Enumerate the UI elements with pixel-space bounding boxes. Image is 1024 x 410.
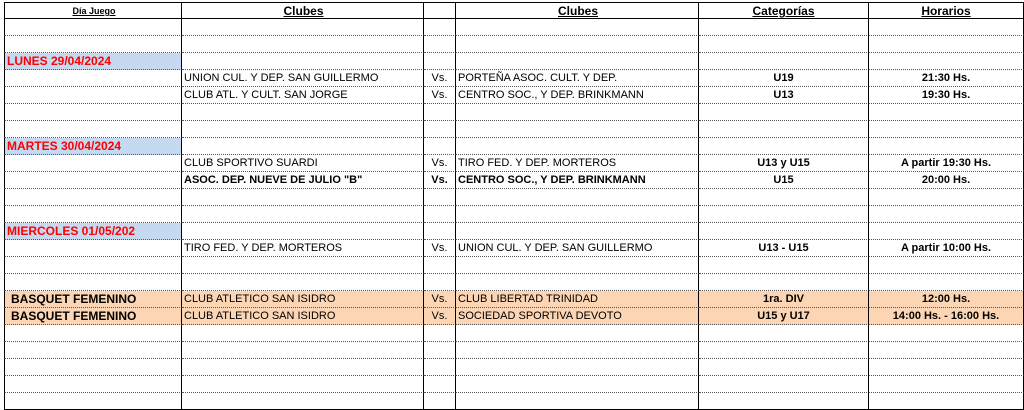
empty-row	[4, 325, 1024, 342]
cell-category	[699, 393, 869, 410]
cell-home-club: UNION CUL. Y DEP. SAN GUILLERMO	[182, 70, 424, 87]
cell-time	[869, 274, 1024, 291]
cell-time	[869, 189, 1024, 206]
cell-time	[869, 121, 1024, 138]
cell-away-club	[456, 359, 699, 376]
cell-away-club	[456, 36, 699, 53]
cell-away-club: CLUB LIBERTAD TRINIDAD	[456, 291, 699, 308]
match-row	[4, 87, 1024, 104]
cell-day	[4, 121, 182, 138]
cell-category	[699, 359, 869, 376]
cell-category	[699, 189, 869, 206]
day-row	[4, 53, 1024, 70]
cell-vs	[424, 342, 456, 359]
cell-vs	[424, 274, 456, 291]
cell-away-club	[456, 376, 699, 393]
cell-vs	[424, 257, 456, 274]
cell-category	[699, 257, 869, 274]
cell-vs	[424, 223, 456, 240]
cell-away-club	[456, 393, 699, 410]
match-row	[4, 155, 1024, 172]
cell-away-club	[456, 257, 699, 274]
cell-day	[4, 393, 182, 410]
match-row	[4, 240, 1024, 257]
cell-category: U15	[699, 172, 869, 189]
cell-day	[4, 274, 182, 291]
cell-away-club	[456, 223, 699, 240]
cell-time	[869, 393, 1024, 410]
cell-day	[4, 206, 182, 223]
cell-time	[869, 53, 1024, 70]
cell-home-club	[182, 376, 424, 393]
cell-away-club	[456, 325, 699, 342]
cell-day: MIERCOLES 01/05/202	[4, 223, 182, 240]
cell-home-club	[182, 223, 424, 240]
cell-day	[4, 19, 182, 36]
cell-day	[4, 325, 182, 342]
empty-row	[4, 206, 1024, 223]
cell-day	[4, 342, 182, 359]
cell-time	[869, 223, 1024, 240]
cell-category: U13 y U15	[699, 155, 869, 172]
cell-vs	[424, 104, 456, 121]
cell-home-club	[182, 36, 424, 53]
cell-away-club	[456, 274, 699, 291]
day-row	[4, 223, 1024, 240]
cell-home-club	[182, 325, 424, 342]
cell-day	[4, 359, 182, 376]
empty-row	[4, 257, 1024, 274]
cell-away-club: PORTEÑA ASOC. CULT. Y DEP.	[456, 70, 699, 87]
cell-home-club	[182, 104, 424, 121]
cell-home-club	[182, 257, 424, 274]
cell-away-club	[456, 104, 699, 121]
cell-time	[869, 104, 1024, 121]
cell-away-club	[456, 189, 699, 206]
cell-day	[4, 36, 182, 53]
cell-vs	[424, 138, 456, 155]
cell-vs: Vs.	[424, 172, 456, 189]
cell-time: 19:30 Hs.	[869, 87, 1024, 104]
header-clubs-home: Clubes	[182, 2, 424, 19]
cell-home-club	[182, 53, 424, 70]
cell-home-club	[182, 121, 424, 138]
cell-day	[4, 87, 182, 104]
match-row	[4, 172, 1024, 189]
cell-category	[699, 376, 869, 393]
cell-day	[4, 189, 182, 206]
cell-vs	[424, 189, 456, 206]
cell-category	[699, 223, 869, 240]
cell-category	[699, 121, 869, 138]
cell-vs	[424, 376, 456, 393]
empty-row	[4, 359, 1024, 376]
cell-vs: Vs.	[424, 308, 456, 325]
cell-day	[4, 172, 182, 189]
header-row	[4, 2, 1024, 19]
cell-time	[869, 19, 1024, 36]
cell-away-club: SOCIEDAD SPORTIVA DEVOTO	[456, 308, 699, 325]
empty-row	[4, 189, 1024, 206]
cell-home-club: TIRO FED. Y DEP. MORTEROS	[182, 240, 424, 257]
cell-home-club: CLUB ATL. Y CULT. SAN JORGE	[182, 87, 424, 104]
header-categories: Categorías	[699, 2, 869, 19]
cell-time: A partir 10:00 Hs.	[869, 240, 1024, 257]
cell-away-club	[456, 342, 699, 359]
cell-category	[699, 274, 869, 291]
cell-time	[869, 376, 1024, 393]
cell-category	[699, 36, 869, 53]
cell-away-club	[456, 53, 699, 70]
cell-vs: Vs.	[424, 240, 456, 257]
cell-time: 20:00 Hs.	[869, 172, 1024, 189]
cell-day	[4, 70, 182, 87]
cell-category: U13 - U15	[699, 240, 869, 257]
cell-day: BASQUET FEMENINO	[4, 308, 182, 325]
empty-row	[4, 104, 1024, 121]
cell-time	[869, 206, 1024, 223]
cell-time: A partir 19:30 Hs.	[869, 155, 1024, 172]
cell-home-club	[182, 342, 424, 359]
cell-time	[869, 138, 1024, 155]
empty-row	[4, 376, 1024, 393]
cell-home-club: ASOC. DEP. NUEVE DE JULIO "B"	[182, 172, 424, 189]
header-times: Horarios	[869, 2, 1024, 19]
cell-day	[4, 376, 182, 393]
empty-row	[4, 121, 1024, 138]
cell-home-club	[182, 393, 424, 410]
cell-home-club	[182, 138, 424, 155]
cell-category	[699, 138, 869, 155]
cell-day	[4, 257, 182, 274]
cell-time	[869, 359, 1024, 376]
cell-day	[4, 240, 182, 257]
cell-away-club: UNION CUL. Y DEP. SAN GUILLERMO	[456, 240, 699, 257]
cell-category	[699, 53, 869, 70]
cell-vs	[424, 36, 456, 53]
cell-vs: Vs.	[424, 155, 456, 172]
cell-vs	[424, 359, 456, 376]
day-row	[4, 138, 1024, 155]
empty-row	[4, 393, 1024, 410]
cell-home-club	[182, 274, 424, 291]
header-vs-spacer	[424, 2, 456, 19]
cell-away-club	[456, 206, 699, 223]
cell-vs	[424, 393, 456, 410]
cell-away-club: CENTRO SOC., Y DEP. BRINKMANN	[456, 172, 699, 189]
cell-away-club: TIRO FED. Y DEP. MORTEROS	[456, 155, 699, 172]
cell-away-club	[456, 138, 699, 155]
cell-category	[699, 104, 869, 121]
cell-away-club: CENTRO SOC., Y DEP. BRINKMANN	[456, 87, 699, 104]
cell-vs: Vs.	[424, 70, 456, 87]
cell-day: BASQUET FEMENINO	[4, 291, 182, 308]
cell-time	[869, 36, 1024, 53]
cell-category: U19	[699, 70, 869, 87]
cell-category	[699, 342, 869, 359]
cell-day: MARTES 30/04/2024	[4, 138, 182, 155]
cell-time	[869, 342, 1024, 359]
empty-row	[4, 274, 1024, 291]
cell-home-club: CLUB ATLETICO SAN ISIDRO	[182, 308, 424, 325]
cell-category: 1ra. DIV	[699, 291, 869, 308]
cell-vs	[424, 325, 456, 342]
cell-day	[4, 155, 182, 172]
cell-category: U13	[699, 87, 869, 104]
match-row	[4, 70, 1024, 87]
cell-category	[699, 325, 869, 342]
empty-row	[4, 36, 1024, 53]
cell-home-club: CLUB ATLETICO SAN ISIDRO	[182, 291, 424, 308]
cell-vs: Vs.	[424, 87, 456, 104]
header-day: Día Juego	[4, 2, 182, 19]
cell-vs	[424, 53, 456, 70]
cell-away-club	[456, 121, 699, 138]
match-row	[4, 291, 1024, 308]
cell-time: 14:00 Hs. - 16:00 Hs.	[869, 308, 1024, 325]
cell-home-club: CLUB SPORTIVO SUARDI	[182, 155, 424, 172]
match-row	[4, 308, 1024, 325]
cell-time	[869, 257, 1024, 274]
cell-home-club	[182, 189, 424, 206]
empty-row	[4, 342, 1024, 359]
empty-row	[4, 19, 1024, 36]
cell-vs	[424, 121, 456, 138]
cell-time: 12:00 Hs.	[869, 291, 1024, 308]
cell-vs: Vs.	[424, 291, 456, 308]
cell-time	[869, 325, 1024, 342]
cell-category	[699, 19, 869, 36]
cell-day: LUNES 29/04/2024	[4, 53, 182, 70]
cell-home-club	[182, 19, 424, 36]
header-clubs-away: Clubes	[456, 2, 699, 19]
cell-home-club	[182, 206, 424, 223]
cell-day	[4, 104, 182, 121]
cell-category	[699, 206, 869, 223]
cell-category: U15 y U17	[699, 308, 869, 325]
cell-vs	[424, 19, 456, 36]
cell-vs	[424, 206, 456, 223]
cell-time: 21:30 Hs.	[869, 70, 1024, 87]
cell-away-club	[456, 19, 699, 36]
cell-home-club	[182, 359, 424, 376]
